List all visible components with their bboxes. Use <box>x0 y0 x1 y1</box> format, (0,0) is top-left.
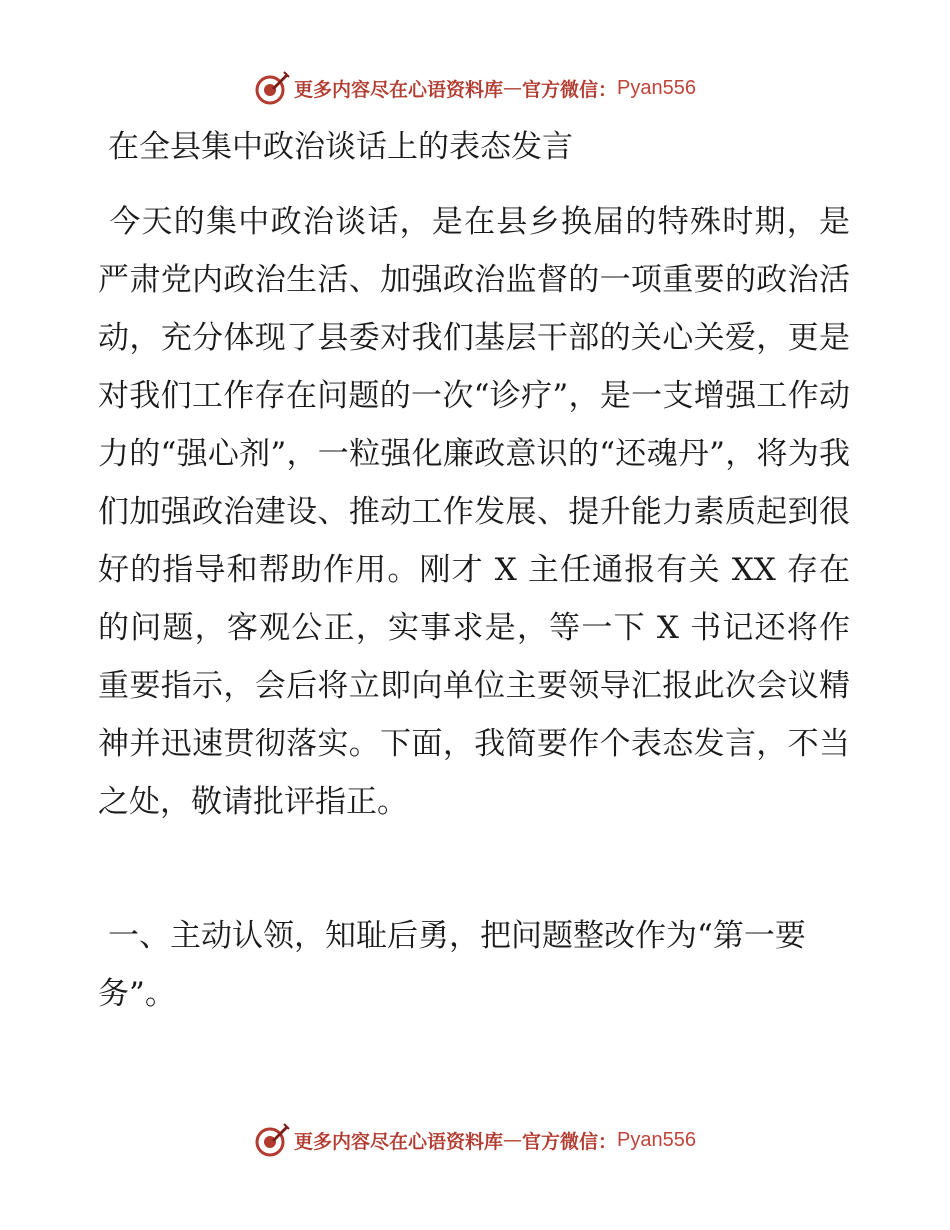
watermark-account-label: 官方微信： <box>522 1130 618 1153</box>
watermark-account-label: 官方微信： <box>522 78 618 101</box>
section-heading-1 <box>98 907 850 1023</box>
intro-paragraph-text: 今天的集中政治谈话，是在县乡换届的特殊时期，是严肃党内政治生活、加强政治监督的一项重要的政治活动，充分体现了县委对我们基层干部的关心关爱，更是对我们工作存在问题的一次“诊疗”，是一支增强工作动力的“强心剂”，一粒强化廉政意识的“还魂丹”，将为我们加强政治建设、推动工作发展、提升能力素质起到很好的指导和帮助作用。刚才 X 主任通报有关 XX 存在的问题，客观公正，实事求是，等一下 X 书记还将作重要指示，会后将立即向单位主要领导汇报此次会议精神并迅速贯彻落实。下面，我简要作个表态发言，不当之处，敬请批评指正。 <box>98 204 850 820</box>
header-watermark-banner <box>0 68 950 108</box>
watermark-brand-text: 更多内容尽在心语资料库 <box>294 78 504 101</box>
watermark-wechat-id: Pyan556 <box>617 76 696 99</box>
section-heading-1-text: 一、主动认领，知耻后勇，把问题整改作为“第一要务”。 <box>98 918 806 1012</box>
pen-logo-icon <box>254 1122 290 1158</box>
document-title: 在全县集中政治谈话上的表态发言 <box>108 129 573 165</box>
intro-paragraph <box>98 193 850 831</box>
watermark-separator: — <box>503 1129 523 1151</box>
pen-logo-icon <box>254 70 290 106</box>
footer-watermark-banner <box>0 1120 950 1160</box>
watermark-brand-text: 更多内容尽在心语资料库 <box>294 1130 504 1153</box>
watermark-separator: — <box>503 77 523 99</box>
watermark-wechat-id: Pyan556 <box>617 1128 696 1151</box>
